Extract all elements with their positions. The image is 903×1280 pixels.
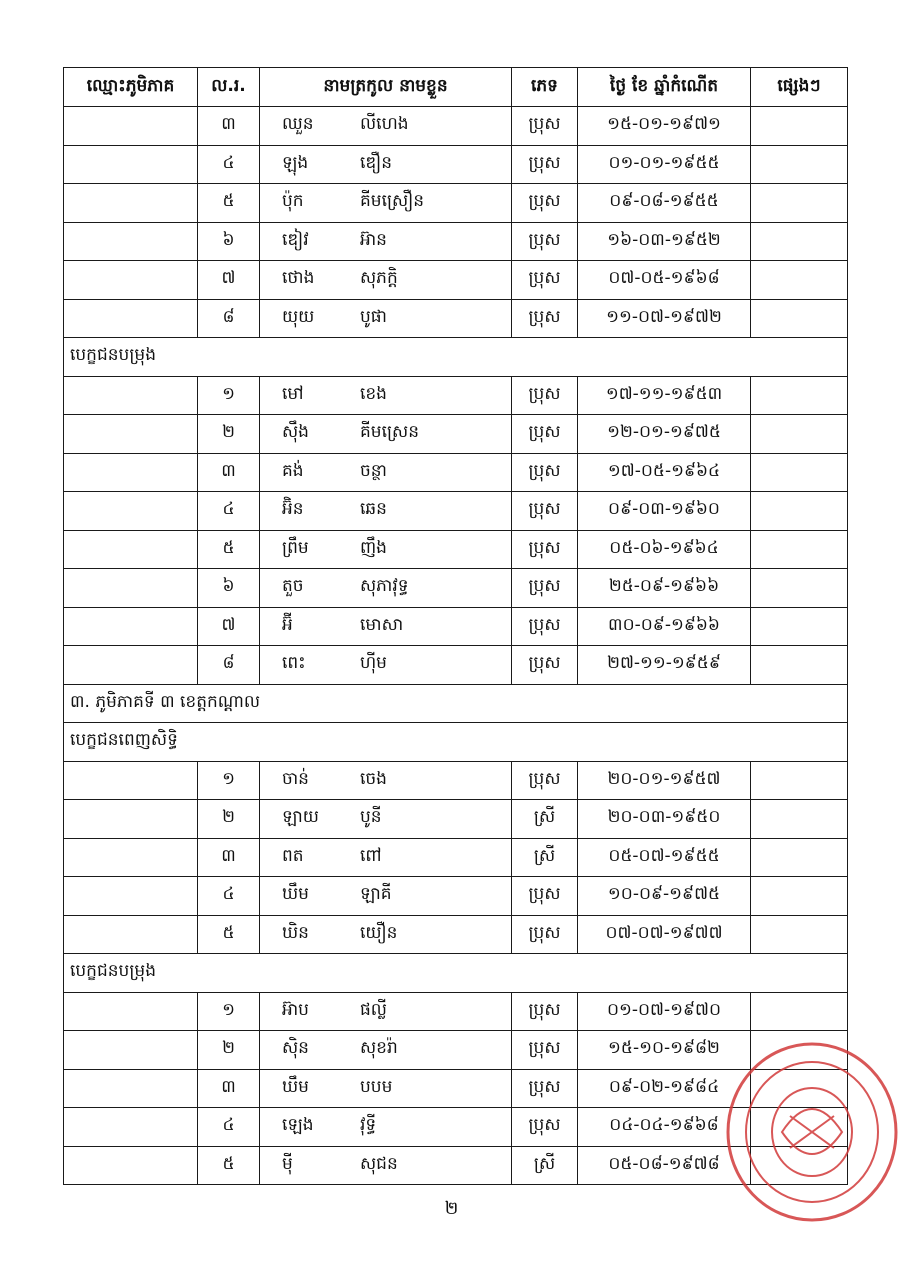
given-name: ឡាគី	[360, 884, 392, 905]
sex-cell: ស្រី	[512, 1146, 578, 1185]
header-dob: ថ្ងៃ ខែ ឆ្នាំកំណើត	[578, 68, 751, 107]
area-cell	[64, 915, 198, 954]
sex-cell: ប្រុស	[512, 1108, 578, 1147]
family-name: តួច	[282, 576, 304, 597]
section-heading-row	[64, 338, 848, 377]
given-name: សុជន	[360, 1153, 398, 1174]
given-name: អ៊ាន	[360, 229, 387, 250]
number-cell: ៤	[198, 877, 260, 916]
birthdate-cell: ២០-០៣-១៩៥០	[578, 800, 751, 839]
other-cell	[751, 761, 848, 800]
family-name: អ៊ិន	[282, 499, 304, 520]
number-cell: ៦	[198, 569, 260, 608]
family-name: អ៊ាប	[282, 999, 309, 1020]
other-cell	[751, 415, 848, 454]
given-name: ខេង	[360, 383, 387, 404]
number-cell: ៣	[198, 453, 260, 492]
header-sex: ភេទ	[512, 68, 578, 107]
birthdate-cell: ០៤-០៤-១៩៦៨	[578, 1108, 751, 1147]
sex-cell: ប្រុស	[512, 1069, 578, 1108]
birthdate-cell: ២៧-១១-១៩៥៩	[578, 646, 751, 685]
area-cell	[64, 607, 198, 646]
birthdate-cell: ០៧-០៧-១៩៧៧	[578, 915, 751, 954]
number-cell: ៧	[198, 261, 260, 300]
header-no: ល.រ.	[198, 68, 260, 107]
other-cell	[751, 646, 848, 685]
table-row	[64, 184, 848, 223]
name-cell	[260, 1069, 512, 1108]
sex-cell: ប្រុស	[512, 492, 578, 531]
other-cell	[751, 992, 848, 1031]
other-cell	[751, 107, 848, 146]
given-name: ញឹង	[360, 537, 387, 558]
number-cell: ៨	[198, 299, 260, 338]
sex-cell: ប្រុស	[512, 222, 578, 261]
name-cell	[260, 299, 512, 338]
sex-cell: ប្រុស	[512, 761, 578, 800]
area-cell	[64, 530, 198, 569]
sex-cell: ស្រី	[512, 838, 578, 877]
birthdate-cell: ០៩-០៣-១៩៦០	[578, 492, 751, 531]
birthdate-cell: ១៦-០៣-១៩៥២	[578, 222, 751, 261]
sex-cell: ប្រុស	[512, 992, 578, 1031]
table-row	[64, 607, 848, 646]
other-cell	[751, 915, 848, 954]
area-cell	[64, 1108, 198, 1147]
given-name: ហ៊ីម	[360, 653, 387, 674]
given-name: គីមស្រឿន	[360, 191, 425, 212]
number-cell: ៧	[198, 607, 260, 646]
table-row	[64, 877, 848, 916]
area-cell	[64, 415, 198, 454]
area-cell	[64, 376, 198, 415]
area-cell	[64, 1146, 198, 1185]
name-cell	[260, 492, 512, 531]
name-cell	[260, 376, 512, 415]
given-name: មោសា	[360, 614, 404, 635]
name-cell	[260, 838, 512, 877]
name-cell	[260, 569, 512, 608]
birthdate-cell: ១២-០១-១៩៧៥	[578, 415, 751, 454]
area-cell	[64, 299, 198, 338]
other-cell	[751, 184, 848, 223]
given-name: ឌឿន	[360, 152, 393, 173]
table-row	[64, 222, 848, 261]
table-row	[64, 992, 848, 1031]
sex-cell: ប្រុស	[512, 376, 578, 415]
given-name: ពៅ	[360, 845, 382, 866]
other-cell	[751, 877, 848, 916]
sex-cell: ប្រុស	[512, 607, 578, 646]
sex-cell: ប្រុស	[512, 1031, 578, 1070]
number-cell: ២	[198, 800, 260, 839]
given-name: គីមស្រេន	[360, 422, 420, 443]
other-cell	[751, 222, 848, 261]
given-name: បបម	[360, 1076, 393, 1097]
other-cell	[751, 492, 848, 531]
birthdate-cell: ១១-០៧-១៩៧២	[578, 299, 751, 338]
table-row	[64, 915, 848, 954]
other-cell	[751, 376, 848, 415]
birthdate-cell: ១៧-១១-១៩៥៣	[578, 376, 751, 415]
header-area: ឈ្មោះភូមិភាគ	[64, 68, 198, 107]
table-row	[64, 376, 848, 415]
family-name: ស៊ិន	[282, 1038, 309, 1059]
family-name: ពេះ	[282, 653, 306, 674]
family-name: ប៉ុក	[282, 191, 304, 212]
number-cell: ៨	[198, 646, 260, 685]
number-cell: ៥	[198, 530, 260, 569]
number-cell: ៣	[198, 107, 260, 146]
area-cell	[64, 184, 198, 223]
page-number: ២	[444, 1198, 459, 1219]
name-cell	[260, 1031, 512, 1070]
family-name: ស៊ឹង	[282, 422, 309, 443]
name-cell	[260, 222, 512, 261]
given-name: បូនី	[360, 807, 382, 828]
birthdate-cell: ១៥-០១-១៩៧១	[578, 107, 751, 146]
birthdate-cell: ១៥-១០-១៩៨២	[578, 1031, 751, 1070]
family-name: យុយ	[282, 306, 315, 327]
family-name: ព្រឹម	[282, 537, 309, 558]
name-cell	[260, 877, 512, 916]
table-row	[64, 646, 848, 685]
other-cell	[751, 569, 848, 608]
other-cell	[751, 530, 848, 569]
area-cell	[64, 800, 198, 839]
sex-cell: ប្រុស	[512, 646, 578, 685]
area-cell	[64, 761, 198, 800]
family-name: ឡុង	[282, 152, 309, 173]
number-cell: ៤	[198, 492, 260, 531]
table-header-row	[64, 68, 848, 107]
given-name: សុភក្តិ	[360, 268, 398, 289]
section-heading-row	[64, 684, 848, 723]
given-name: លីហេង	[360, 114, 409, 135]
candidate-table	[63, 67, 848, 1185]
given-name: ចន្ថា	[360, 460, 387, 481]
family-name: ចាន់	[282, 768, 309, 789]
number-cell: ៤	[198, 1108, 260, 1147]
table-row	[64, 838, 848, 877]
family-name: ឃិន	[282, 922, 309, 943]
name-cell	[260, 453, 512, 492]
name-cell	[260, 530, 512, 569]
sex-cell: ប្រុស	[512, 299, 578, 338]
section-heading: បេក្ខជនបម្រុង	[64, 338, 848, 377]
other-cell	[751, 261, 848, 300]
family-name: ឡាយ	[282, 807, 319, 828]
number-cell: ១	[198, 992, 260, 1031]
name-cell	[260, 1108, 512, 1147]
table-row	[64, 800, 848, 839]
name-cell	[260, 607, 512, 646]
table-row	[64, 530, 848, 569]
given-name: ចេង	[360, 768, 387, 789]
name-cell	[260, 992, 512, 1031]
family-name: អ៊ី	[282, 614, 293, 635]
name-cell	[260, 800, 512, 839]
sex-cell: ប្រុស	[512, 530, 578, 569]
number-cell: ១	[198, 376, 260, 415]
table-row	[64, 761, 848, 800]
area-cell	[64, 1031, 198, 1070]
family-name: ឡេង	[282, 1115, 314, 1136]
section-heading-row	[64, 954, 848, 993]
family-name: ឈួន	[282, 114, 314, 135]
area-cell	[64, 492, 198, 531]
name-cell	[260, 1146, 512, 1185]
given-name: បូផា	[360, 306, 387, 327]
area-cell	[64, 107, 198, 146]
table-row	[64, 145, 848, 184]
name-cell	[260, 646, 512, 685]
name-cell	[260, 184, 512, 223]
given-name: ឆេន	[360, 499, 387, 520]
header-other: ផ្សេងៗ	[751, 68, 848, 107]
table-row	[64, 299, 848, 338]
birthdate-cell: ៣០-០៩-១៩៦៦	[578, 607, 751, 646]
area-cell	[64, 569, 198, 608]
area-cell	[64, 453, 198, 492]
sex-cell: ប្រុស	[512, 184, 578, 223]
number-cell: ៥	[198, 1146, 260, 1185]
family-name: ថោង	[282, 268, 315, 289]
name-cell	[260, 107, 512, 146]
number-cell: ៤	[198, 145, 260, 184]
sex-cell: ប្រុស	[512, 569, 578, 608]
family-name: ឃឹម	[282, 884, 309, 905]
given-name: ផល្លី	[360, 999, 387, 1020]
area-cell	[64, 877, 198, 916]
name-cell	[260, 415, 512, 454]
section-heading-row	[64, 723, 848, 762]
other-cell	[751, 800, 848, 839]
official-seal-stamp	[720, 1036, 900, 1226]
area-cell	[64, 992, 198, 1031]
area-cell	[64, 261, 198, 300]
birthdate-cell: ០៥-០៨-១៩៧៨	[578, 1146, 751, 1185]
given-name: សុភាវុទ្ធ	[360, 576, 409, 597]
number-cell: ២	[198, 415, 260, 454]
section-heading: ៣. ភូមិភាគទី ៣ ខេត្តកណ្ដាល	[64, 684, 848, 723]
table-row	[64, 492, 848, 531]
birthdate-cell: ០១-០៧-១៩៧០	[578, 992, 751, 1031]
other-cell	[751, 607, 848, 646]
other-cell	[751, 453, 848, 492]
name-cell	[260, 261, 512, 300]
birthdate-cell: ២៥-០៩-១៩៦៦	[578, 569, 751, 608]
given-name: សុខរ៉ា	[360, 1038, 398, 1059]
area-cell	[64, 1069, 198, 1108]
table-row	[64, 453, 848, 492]
sex-cell: ប្រុស	[512, 453, 578, 492]
area-cell	[64, 646, 198, 685]
number-cell: ៥	[198, 184, 260, 223]
area-cell	[64, 222, 198, 261]
number-cell: ១	[198, 761, 260, 800]
birthdate-cell: ០៥-០៦-១៩៦៤	[578, 530, 751, 569]
birthdate-cell: ០៧-០៥-១៩៦៨	[578, 261, 751, 300]
birthdate-cell: ២០-០១-១៩៥៧	[578, 761, 751, 800]
number-cell: ៣	[198, 838, 260, 877]
birthdate-cell: ០១-០១-១៩៥៥	[578, 145, 751, 184]
sex-cell: ប្រុស	[512, 107, 578, 146]
name-cell	[260, 145, 512, 184]
family-name: មៅ	[282, 383, 304, 404]
table-row	[64, 415, 848, 454]
birthdate-cell: ១០-០៩-១៩៧៥	[578, 877, 751, 916]
family-name: ម៉ី	[282, 1153, 293, 1174]
family-name: ឃឹម	[282, 1076, 309, 1097]
table-row	[64, 107, 848, 146]
sex-cell: ស្រី	[512, 800, 578, 839]
sex-cell: ប្រុស	[512, 915, 578, 954]
number-cell: ៦	[198, 222, 260, 261]
header-name: នាមត្រកូល នាមខ្លួន	[260, 68, 512, 107]
table-row	[64, 261, 848, 300]
family-name: គង់	[282, 460, 304, 481]
birthdate-cell: ០៩-០៨-១៩៥៥	[578, 184, 751, 223]
other-cell	[751, 145, 848, 184]
given-name: យឿន	[360, 922, 398, 943]
sex-cell: ប្រុស	[512, 415, 578, 454]
birthdate-cell: ១៧-០៥-១៩៦៤	[578, 453, 751, 492]
section-heading: បេក្ខជនបម្រុង	[64, 954, 848, 993]
birthdate-cell: ០៥-០៧-១៩៥៥	[578, 838, 751, 877]
family-name: ពត	[282, 845, 304, 866]
sex-cell: ប្រុស	[512, 145, 578, 184]
other-cell	[751, 299, 848, 338]
area-cell	[64, 145, 198, 184]
sex-cell: ប្រុស	[512, 877, 578, 916]
family-name: ឌៀវ	[282, 229, 309, 250]
birthdate-cell: ០៩-០២-១៩៨៤	[578, 1069, 751, 1108]
number-cell: ២	[198, 1031, 260, 1070]
number-cell: ៣	[198, 1069, 260, 1108]
sex-cell: ប្រុស	[512, 261, 578, 300]
table-row	[64, 569, 848, 608]
given-name: វុទ្ធី	[360, 1115, 377, 1136]
name-cell	[260, 915, 512, 954]
area-cell	[64, 838, 198, 877]
section-heading: បេក្ខជនពេញសិទ្ធិ	[64, 723, 848, 762]
other-cell	[751, 838, 848, 877]
number-cell: ៥	[198, 915, 260, 954]
name-cell	[260, 761, 512, 800]
